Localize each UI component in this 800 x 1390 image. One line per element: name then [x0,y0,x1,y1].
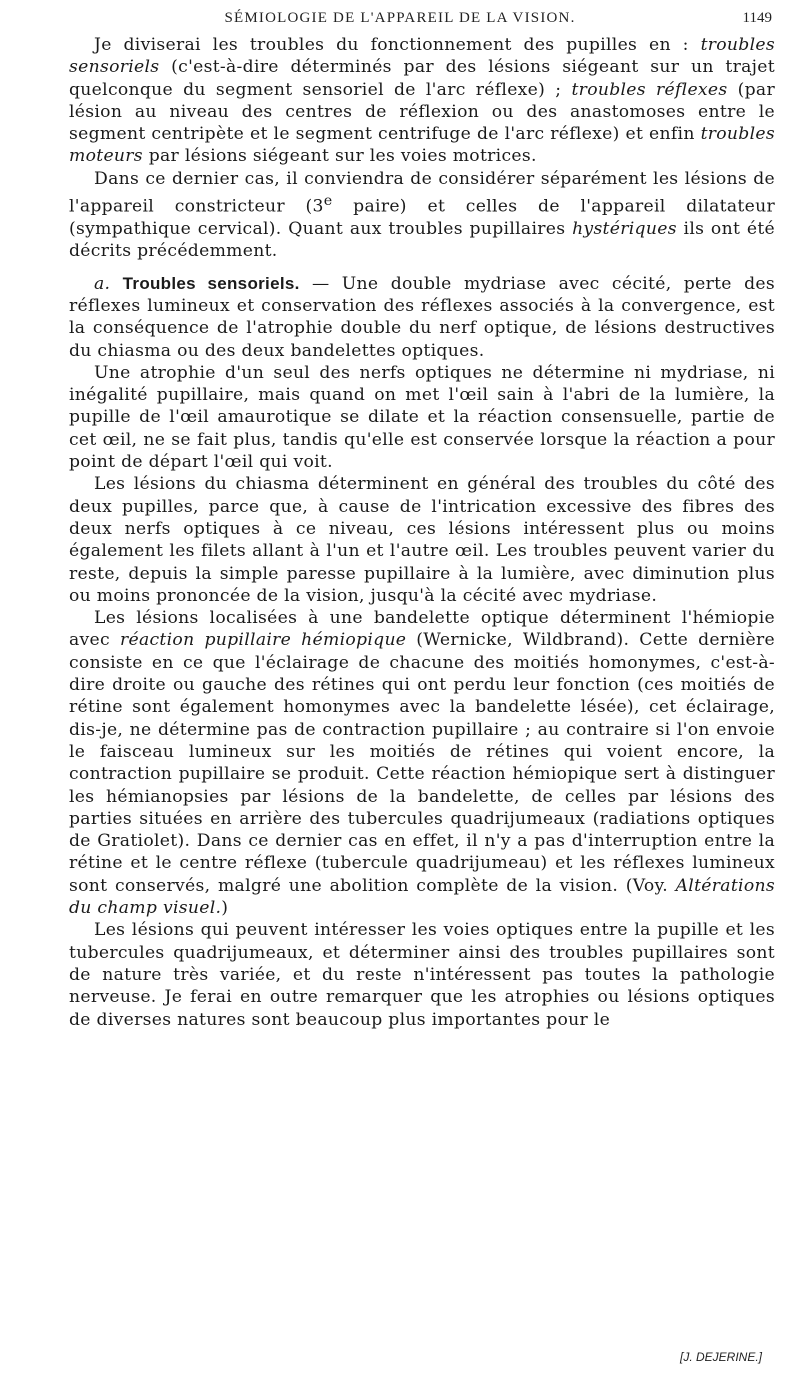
italic-term: réaction pupillaire hémiopique [119,630,407,651]
text-run: — Une double mydriase avec cécité, perte des réflexes lumineux et conservation des réflexes associés à la convergence, est la conséquence de l'atrophie double du nerf optique, de lésions destructives du chiasma ou des deux bandelettes optiques. [69,273,776,361]
italic-reference: Altérations du champ visuel. [69,875,775,919]
paragraph-6 [69,607,775,919]
text-run: Dans ce dernier cas, il conviendra de considérer séparément les lésions de l'appareil constricteur (3 [69,168,775,217]
italic-term: troubles réflexes [571,79,728,100]
text-run: Je diviserai les troubles du fonctionnement des pupilles en : [94,35,701,55]
author-signature: [J. DEJERINE.] [679,1350,762,1364]
running-title: SÉMIOLOGIE DE L'APPAREIL DE LA VISION. [224,10,576,26]
paragraph-2 [69,168,775,263]
running-head [0,6,800,32]
body-text [69,34,775,1031]
page-number: 1149 [742,10,772,26]
text-run: ) [221,898,229,919]
italic-term: hystériques [572,219,677,240]
text-run: (Wernicke, Wildbrand). Cette dernière consiste en ce que l'éclairage de chacune des moitiés homonymes, c'est-à-dire droite ou gauche des rétines qui ont perdu leur fonction (ces moitiés de rétine sont également homonymes avec la bandelette lésée), cet éclairage, dis-je, ne détermine pas de contraction pupillaire ; au contraire si l'on envoie le faisceau lumineux sur les moitiés de rétines qui voient encore, la contraction pupillaire se produit. Cette réaction hémiopique sert à distinguer les hémianopsies par lésions de la bandelette, de celles par lésions des parties situées en arrière des tubercules quadrijumeaux (radiations optiques de Gratiolet). Dans ce dernier cas en effet, il n'y a pas d'interruption entre la rétine et le centre réflexe (tubercule quadrijumeau) et les réflexes lumineux sont conservés, malgré une abolition complète de la vision. (Voy. [69,630,776,896]
section-heading: Troubles sensoriels. [122,273,300,293]
paragraph-4: Une atrophie d'un seul des nerfs optiques ne détermine ni mydriase, ni inégalité pupillaire, mais quand on met l'œil sain à l'abri de la lumière, la pupille de l'œil amaurotique se dilate et la réaction consensuelle, partie de cet œil, ne se fait plus, tandis qu'elle est conservée lorsque la réaction a pour point de départ l'œil qui voit. [69,362,775,473]
paragraph-1 [69,34,775,168]
section-letter: a. [94,273,111,294]
italic-term: troubles sensoriels [69,35,775,78]
text-run: paire) et celles de l'appareil dilatateur (sympathique cervical). Quant aux troubles pupillaires [69,196,775,240]
paragraph-3 [69,273,775,362]
text-run: par lésions siégeant sur les voies motrices. [142,146,537,167]
text-run: (par lésion au niveau des centres de réflexion ou des anastomoses entre le segment centripète et le segment centrifuge de l'arc réflexe) et enfin [69,79,775,145]
text-run: ils ont été décrits précédemment. [69,219,775,262]
paragraph-5: Les lésions du chiasma déterminent en général des troubles du côté des deux pupilles, parce que, à cause de l'intrication excessive des fibres des deux nerfs optiques à ce niveau, ces lésions intéressent plus ou moins également les filets allant à l'un et l'autre œil. Les troubles peuvent varier du reste, depuis la simple paresse pupillaire à la lumière, avec diminution plus ou moins prononcée de la vision, jusqu'à la cécité avec mydriase. [69,474,775,606]
paragraph-7: Les lésions qui peuvent intéresser les voies optiques entre la pupille et les tubercules quadrijumeaux, et déterminer ainsi des troubles pupillaires sont de nature très variée, et du reste n'intéressent pas toutes la pathologie nerveuse. Je ferai en outre remarquer que les atrophies ou lésions optiques de diverses natures sont beaucoup plus importantes pour le [69,920,775,1030]
text-run: (c'est-à-dire déterminés par des lésions siégeant sur un trajet quelconque du segment sensoriel de l'arc réflexe) ; [69,57,775,100]
text-run: Les lésions localisées à une bandelette optique déterminent l'hémiopie avec [69,608,775,651]
superscript: e [323,193,333,210]
italic-term: troubles moteurs [69,124,775,167]
